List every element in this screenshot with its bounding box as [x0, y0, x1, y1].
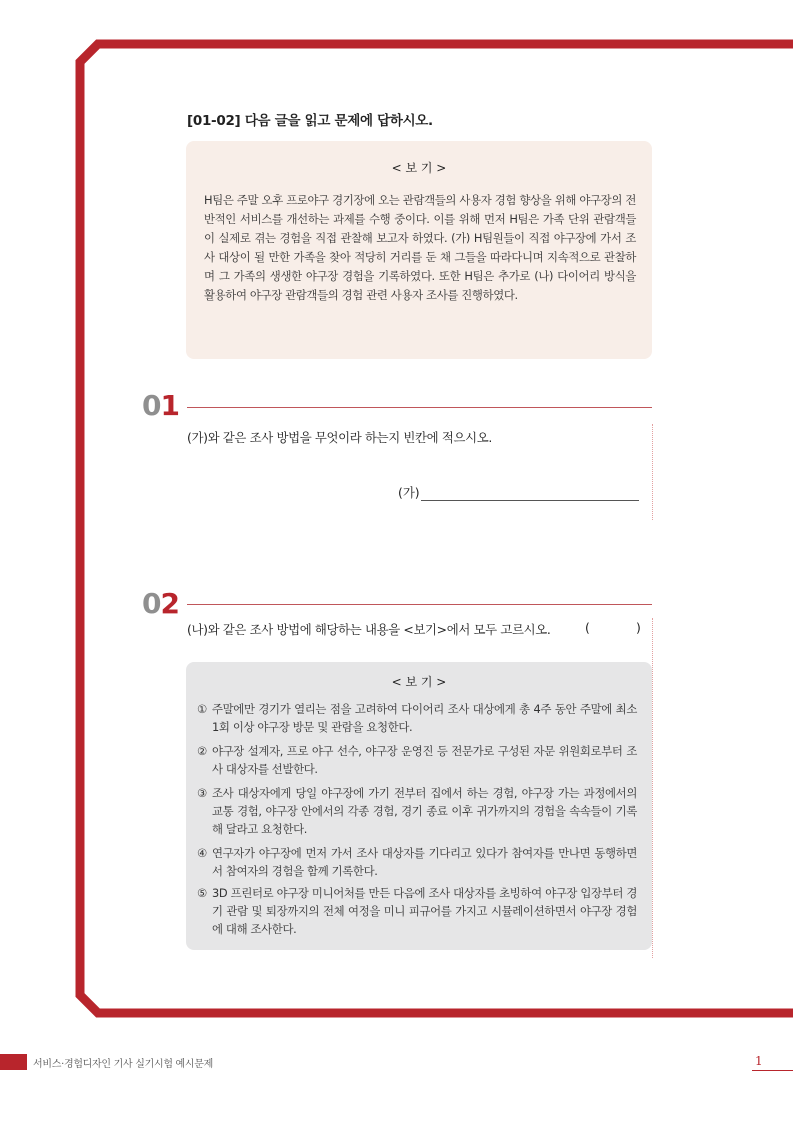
option-2	[197, 742, 637, 778]
option-1	[197, 700, 637, 736]
option-3-text: 조사 대상자에게 당일 야구장에 가기 전부터 집에서 하는 경험, 야구장 가는 과정에서의 교통 경험, 야구장 안에서의 각종 경험, 경기 종료 이후 귀가까지의 경험을 속속들이 기록해 달라고 요청한다.	[212, 786, 637, 836]
answer-label: (가)	[398, 485, 420, 500]
answer-paren-open: (	[585, 620, 590, 635]
question-1-number: 01	[142, 389, 179, 422]
options-box-title: < 보 기 >	[391, 675, 447, 689]
option-3-mark: ③	[197, 786, 207, 800]
question-1-text: (가)와 같은 조사 방법을 무엇이라 하는지 빈칸에 적으시오.	[187, 430, 492, 445]
option-5-text: 3D 프린터로 야구장 미니어처를 만든 다음에 조사 대상자를 초빙하여 야구장 입장부터 경기 관람 및 퇴장까지의 전체 여정을 미니 피규어를 가지고 시뮬레이션하면서 야구장 경험에 대해 조사한다.	[212, 886, 637, 936]
question-1-side-guide	[652, 424, 653, 520]
page-number: 1	[752, 1054, 793, 1071]
footer-accent-bar	[0, 1054, 27, 1070]
option-4-mark: ④	[197, 846, 207, 860]
question-2-rule	[187, 604, 652, 605]
option-5-mark: ⑤	[197, 886, 207, 900]
option-3	[197, 784, 637, 838]
option-4	[197, 844, 637, 880]
option-4-text: 연구자가 야구장에 먼저 가서 조사 대상자를 기다리고 있다가 참여자를 만나면 동행하면서 참여자의 경험을 함께 기록한다.	[212, 846, 637, 878]
options-box	[186, 662, 652, 950]
passage-box	[186, 141, 652, 359]
question-1-rule	[187, 407, 652, 408]
footer-title: 서비스·경험디자인 기사 실기시험 예시문제	[33, 1059, 213, 1070]
question-2-text: (나)와 같은 조사 방법에 해당하는 내용을 <보기>에서 모두 고르시오.	[187, 622, 551, 637]
option-2-mark: ②	[197, 744, 207, 758]
option-1-text: 주말에만 경기가 열리는 점을 고려하여 다이어리 조사 대상에게 총 4주 동안 주말에 최소 1회 이상 야구장 방문 및 관람을 요청한다.	[212, 702, 637, 734]
answer-blank[interactable]	[421, 500, 639, 501]
instruction-heading: [01-02] 다음 글을 읽고 문제에 답하시오.	[187, 113, 433, 129]
option-5	[197, 884, 637, 938]
question-2-side-guide	[652, 618, 653, 958]
option-2-text: 야구장 설계자, 프로 야구 선수, 야구장 운영진 등 전문가로 구성된 자문 위원회로부터 조사 대상자를 선발한다.	[212, 744, 637, 776]
option-1-mark: ①	[197, 702, 207, 716]
passage-box-title: < 보 기 >	[391, 161, 447, 175]
answer-paren-close: )	[636, 620, 641, 635]
passage-text: H팀은 주말 오후 프로야구 경기장에 오는 관람객들의 사용자 경험 향상을 위해 야구장의 전반적인 서비스를 개선하는 과제를 수행 중이다. 이를 위해 먼저 H팀은 가족 단위 관람객들이 실제로 겪는 경험을 직접 관찰해 보고자 하였다. (가) H팀원들이 직접 야구장에 가서 조사 대상이 될 만한 가족을 찾아 적당히 거리를 둔 채 그들을 따라다니며 지속적으로 관찰하며 그 가족의 생생한 야구장 경험을 기록하였다. 또한 H팀은 추가로 (나) 다이어리 방식을 활용하여 야구장 관람객들의 경험 관련 사용자 조사를 진행하였다.	[204, 193, 636, 302]
question-2-number: 02	[142, 587, 179, 620]
